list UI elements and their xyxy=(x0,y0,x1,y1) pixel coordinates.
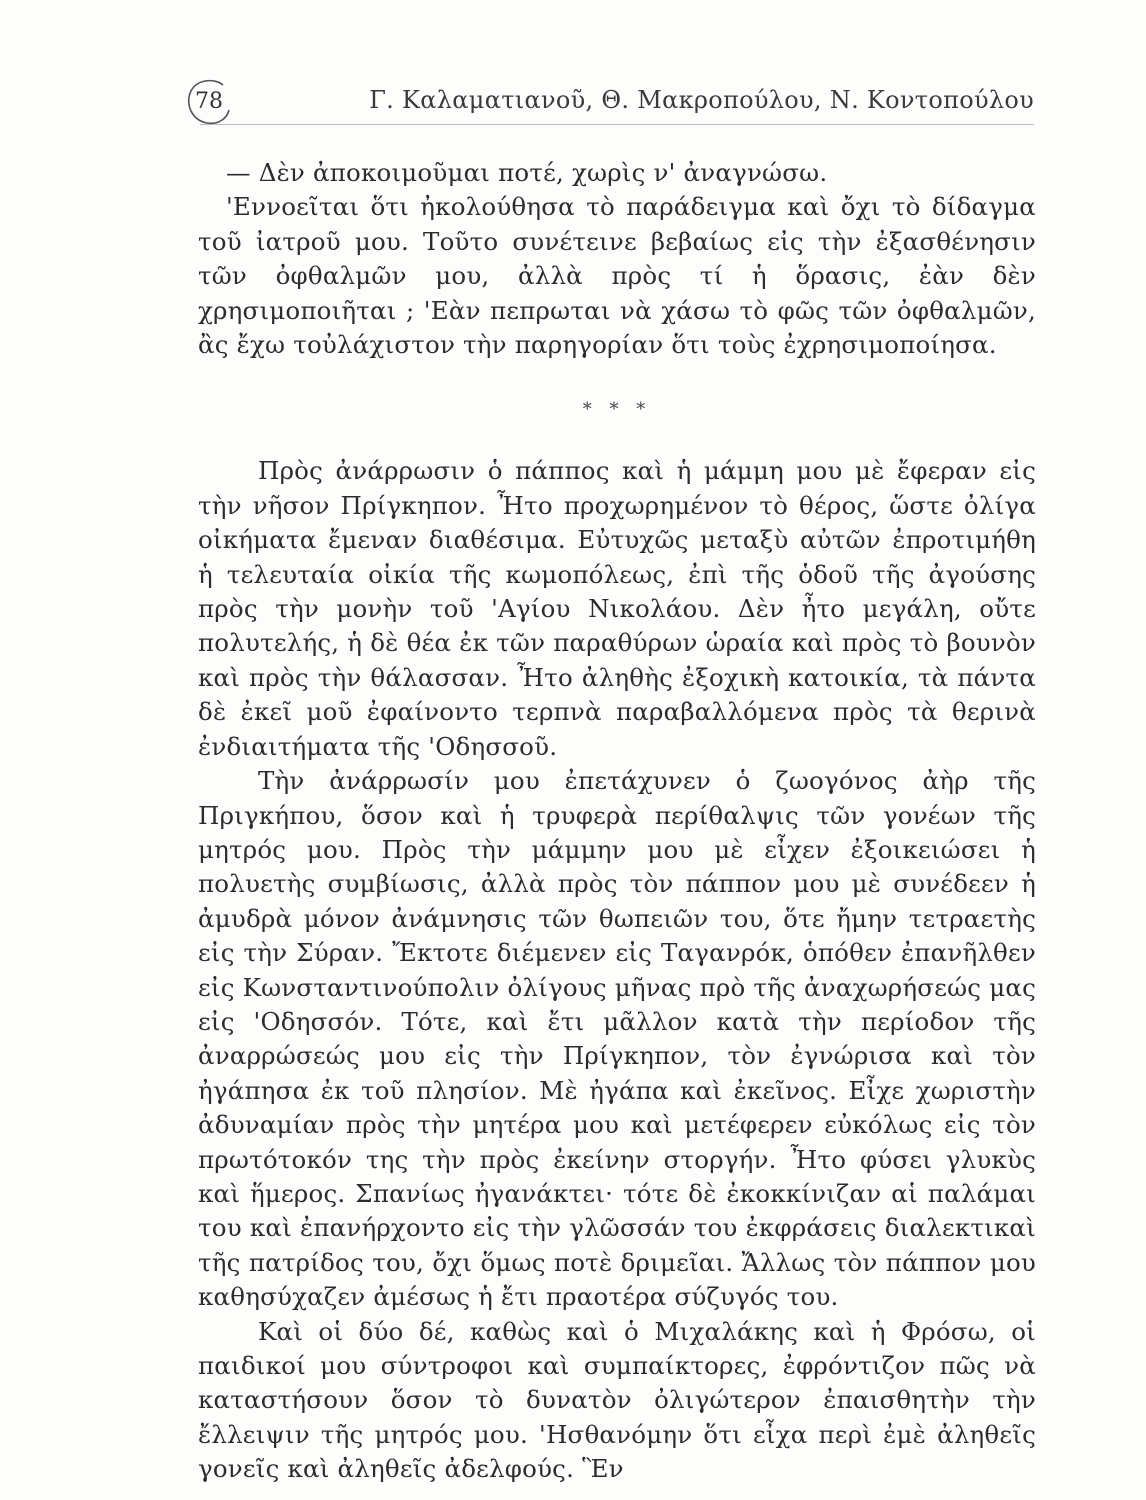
section-separator: * * * xyxy=(582,399,652,421)
page-number xyxy=(183,76,235,128)
page-number-text: 78 xyxy=(195,89,223,114)
paragraph: Πρὸς ἀνάρρωσιν ὁ πάππος καὶ ἡ μάμμη μου μὲ ἔφεραν εἰς τὴν νῆσον Πρίγκηπον. Ἦτο προχωρημένον τὸ θέρος, ὥστε ὀλίγα οἰκήματα ἔμεναν διαθέσιμα. Εὐτυχῶς μεταξὺ αὐτῶν ἐπροτιμήθη ἡ τελευταία οἰκία τῆς κωμοπόλεως, ἐπὶ τῆς ὁδοῦ τῆς ἀγούσης πρὸς τὴν μονὴν τοῦ 'Αγίου Νικολάου. Δὲν ἦτο μεγάλη, οὔτε πολυτελής, ἡ δὲ θέα ἐκ τῶν παραθύρων ὡραία καὶ πρὸς τὸ βουνὸν καὶ πρὸς τὴν θάλασσαν. Ἦτο ἀληθὴς ἐξοχικὴ κατοικία, τὰ πάντα δὲ ἐκεῖ μοῦ ἐφαίνοντο τερπνὰ παραβαλλόμενα πρὸς τὰ θερινὰ ἐνδιαιτήματα τῆς 'Οδησσοῦ. xyxy=(198,456,1036,761)
paragraph: Τὴν ἀνάρρωσίν μου ἐπετάχυνεν ὁ ζωογόνος ἀὴρ τῆς Πριγκήπου, ὅσον καὶ ἡ τρυφερὰ περίθαλψις τῶν γονέων τῆς μητρός μου. Πρὸς τὴν μάμμην μου μὲ εἶχεν ἐξοικειώσει ἡ πολυετὴς συμβίωσις, ἀλλὰ πρὸς τὸν πάππον μου μὲ συνέδεεν ἡ ἀμυδρὰ μόνον ἀνάμνησις τῶν θωπειῶν του, ὅτε ἤμην τετραετὴς εἰς τὴν Σύραν. Ἔκτοτε διέμενεν εἰς Ταγανρόκ, ὁπόθεν ἐπανῆλθεν εἰς Κωνσταντινούπολιν ὀλίγους μῆνας πρὸ τῆς ἀναχωρήσεώς μας εἰς 'Οδησσόν. Τότε, καὶ ἔτι μᾶλλον κατὰ τὴν περίοδον τῆς ἀναρρώσεώς μου εἰς τὴν Πρίγκηπον, τὸν ἐγνώρισα καὶ τὸν ἠγάπησα ἐκ τοῦ πλησίον. Μὲ ἠγάπα καὶ ἐκεῖνος. Εἶχε χωριστὴν ἀδυναμίαν πρὸς τὴν μητέρα μου καὶ μετέφερεν εὐκόλως εἰς τὸν πρωτότοκόν της τὴν πρὸς ἐκείνην στοργήν. Ἦτο φύσει γλυκὺς καὶ ἥμερος. Σπανίως ἠγανάκτει· τότε δὲ ἐκοκκίνιζαν αἱ παλάμαι του καὶ ἐπανήρχοντο εἰς τὴν γλῶσσάν του ἐκφράσεις διαλεκτικαὶ τῆς πατρίδος του, ὄχι ὅμως ποτὲ δριμεῖαι. Ἄλλως τὸν πάππον μου καθησύχαζεν ἀμέσως ἡ ἔτι πραοτέρα σύζυγός του. xyxy=(198,766,1036,1312)
running-head: Γ. Καλαματιανοῦ, Θ. Μακροπούλου, Ν. Κοντοπούλου xyxy=(369,86,1034,114)
body-text xyxy=(198,156,1036,1487)
paragraph: Καὶ οἱ δύο δέ, καθὼς καὶ ὁ Μιχαλάκης καὶ ἡ Φρόσω, οἱ παιδικοί μου σύντροφοι καὶ συμπαίκτορες, ἐφρόντιζον πῶς νὰ καταστήσουν ὅσον τὸ δυνατὸν ὀλιγώτερον ἐπαισθητὴν τὴν ἔλλειψιν τῆς μητρός μου. 'Ησθανόμην ὅτι εἶχα περὶ ἐμὲ ἀληθεῖς γονεῖς καὶ ἀληθεῖς ἀδελφούς. Ἓν xyxy=(198,1316,1036,1484)
header-rule xyxy=(200,124,1034,125)
paragraph: 'Εννοεῖται ὅτι ἠκολούθησα τὸ παράδειγμα καὶ ὄχι τὸ δίδαγμα τοῦ ἰατροῦ μου. Τοῦτο συνέτεινε βεβαίως εἰς τὴν ἐξασθένησιν τῶν ὀφθαλμῶν μου, ἀλλὰ πρὸς τί ἡ ὅρασις, ἐὰν δὲν χρησιμοποιῆται ; 'Εὰν πεπρωται νὰ χάσω τὸ φῶς τῶν ὀφθαλμῶν, ἂς ἔχω τοὐλάχιστον τὴν παρηγορίαν ὅτι τοὺς ἐχρησιμοποίησα. xyxy=(198,192,1036,360)
paragraph-dialogue: — Δὲν ἀποκοιμοῦμαι ποτέ, χωρὶς ν' ἀναγνώσω. xyxy=(226,158,828,187)
